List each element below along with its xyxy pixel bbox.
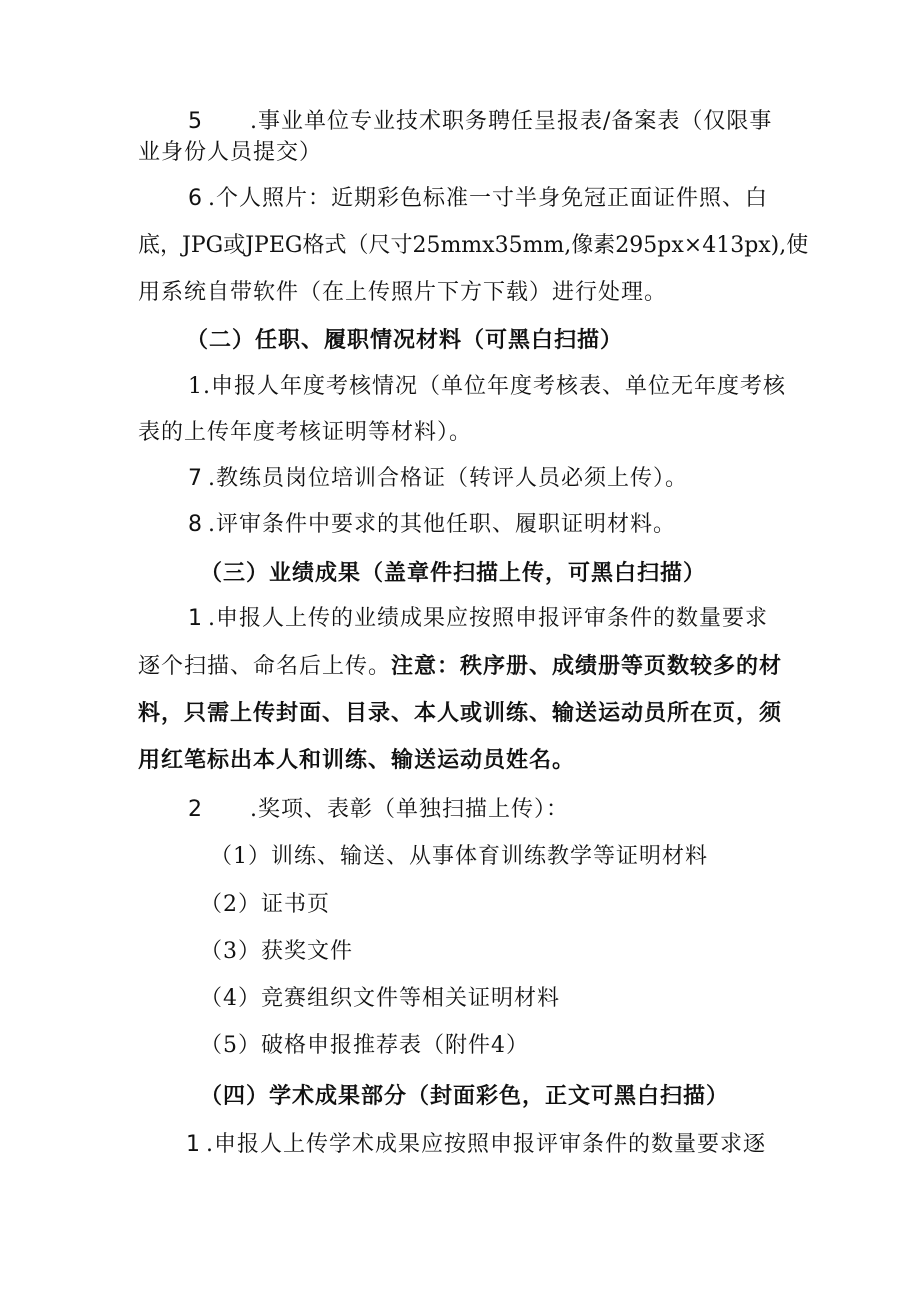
item-8-text: .评审条件中要求的其他任职、履职证明材料。	[208, 512, 676, 537]
item-6-line-2: 底，JPG或JPEG格式（尺寸25mmx35mm,像素295px×413px),使	[138, 233, 809, 258]
section-3-item-2-text: .奖项、表彰（单独扫描上传）：	[250, 797, 569, 822]
section-3-item-1-line-2-normal: 逐个扫描、命名后上传。	[138, 654, 392, 679]
section-4-item-1-line-1	[138, 1130, 788, 1160]
section-3-item-1-line-4: 用红笔标出本人和训练、输送运动员姓名。	[138, 747, 576, 773]
section-3-item-1-line-1	[138, 604, 788, 634]
section-2-item-1-line-2: 表的上传年度考核证明等材料）。	[138, 420, 473, 445]
section-2-item-1-line-1: 1.申报人年度考核情况（单位年度考核表、单位无年度考核	[188, 374, 786, 399]
sub-item-5: （5）破格申报推荐表（附件4）	[200, 1033, 529, 1058]
item-6-number: 6	[188, 186, 203, 211]
section-4-heading: （四）学术成果部分（封面彩色，正文可黑白扫描）	[200, 1083, 730, 1109]
item-5-line-2: 业身份人员提交）	[138, 140, 323, 165]
section-2-heading: （二）任职、履职情况材料（可黑白扫描）	[186, 327, 624, 353]
sub-item-4: （4）竞赛组织文件等相关证明材料	[200, 986, 560, 1011]
section-2-item-7	[138, 464, 788, 494]
item-5-text: .事业单位专业技术职务聘任呈报表/备案表（仅限事	[250, 109, 773, 134]
item-7-text: .教练员岗位培训合格证（转评人员必须上传）。	[208, 466, 688, 491]
section-3-heading: （三）业绩成果（盖章件扫描上传，可黑白扫描）	[200, 560, 707, 586]
section-3-item-2	[138, 795, 788, 825]
section-4-item-1-text: .申报人上传学术成果应按照申报评审条件的数量要求逐	[206, 1132, 766, 1157]
item-5-number: 5	[188, 109, 203, 134]
item-6-line-1	[138, 184, 788, 214]
section-4-item-1-number: 1	[186, 1132, 201, 1157]
sub-item-2: （2）证书页	[200, 892, 330, 917]
sub-item-3: （3）获奖文件	[200, 939, 353, 964]
section-3-item-1-text: .申报人上传的业绩成果应按照申报评审条件的数量要求	[208, 606, 768, 631]
item-7-number: 7	[188, 466, 203, 491]
section-3-item-1-number: 1	[188, 606, 203, 631]
section-3-item-1-line-2-bold: 注意：秩序册、成绩册等页数较多的材	[391, 653, 783, 679]
section-3-item-2-number: 2	[188, 797, 203, 822]
section-2-item-8	[138, 510, 788, 540]
item-6-text: .个人照片：近期彩色标准一寸半身免冠正面证件照、白	[208, 186, 768, 211]
item-8-number: 8	[188, 512, 203, 537]
item-5-line-1	[138, 107, 788, 137]
section-3-item-1-line-2	[138, 651, 788, 682]
item-6-line-3: 用系统自带软件（在上传照片下方下载）进行处理。	[138, 280, 668, 305]
section-3-item-1-line-3: 料，只需上传封面、目录、本人或训练、输送运动员所在页，须	[138, 700, 783, 726]
sub-item-1: （1）训练、输送、从事体育训练教学等证明材料	[210, 844, 708, 869]
